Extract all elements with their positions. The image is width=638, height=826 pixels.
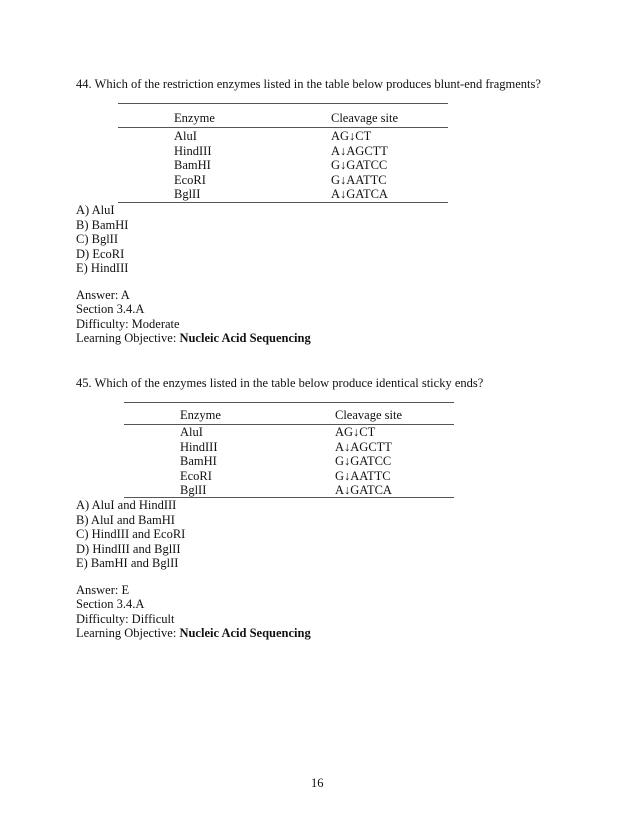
table-44-header-site: Cleavage site [331, 111, 398, 125]
option-a: A) AluI [76, 203, 115, 217]
question-45-text: 45. Which of the enzymes listed in the table below produce identical sticky ends? [76, 376, 484, 390]
table-44-enzyme: BamHI [174, 158, 211, 172]
page-number: 16 [311, 776, 324, 790]
answer-45: Answer: E [76, 583, 130, 597]
table-45-enzyme: BglII [180, 483, 207, 497]
learning-objective-value: Nucleic Acid Sequencing [179, 331, 311, 345]
table-45-site: G↓AATTC [335, 469, 391, 483]
table-45-header-site: Cleavage site [335, 408, 402, 422]
table-44-top-rule [118, 103, 448, 104]
learning-objective-label: Learning Objective: [76, 331, 180, 345]
section-44: Section 3.4.A [76, 302, 145, 316]
table-44-site: A↓AGCTT [331, 144, 388, 158]
table-44-site: AG↓CT [331, 129, 372, 143]
option-b: B) BamHI [76, 218, 129, 232]
option-e: E) BamHI and BglII [76, 556, 179, 570]
option-d: D) HindIII and BglII [76, 542, 181, 556]
learning-objective-value: Nucleic Acid Sequencing [179, 626, 311, 640]
table-45-site: A↓AGCTT [335, 440, 392, 454]
table-45-site: G↓GATCC [335, 454, 392, 468]
difficulty-45: Difficulty: Difficult [76, 612, 175, 626]
table-44-enzyme: BglII [174, 187, 201, 201]
option-a: A) AluI and HindIII [76, 498, 177, 512]
table-45-site: AG↓CT [335, 425, 376, 439]
table-45-top-rule [124, 402, 454, 403]
difficulty-44: Difficulty: Moderate [76, 317, 180, 331]
table-45-enzyme: BamHI [180, 454, 217, 468]
learning-objective-label: Learning Objective: [76, 626, 180, 640]
section-45: Section 3.4.A [76, 597, 145, 611]
table-44-site: A↓GATCA [331, 187, 388, 201]
table-45-enzyme: EcoRI [180, 469, 212, 483]
table-44-enzyme: EcoRI [174, 173, 206, 187]
table-44-header-rule [118, 127, 448, 128]
table-45-enzyme: AluI [180, 425, 203, 439]
table-45-header-enzyme: Enzyme [180, 408, 221, 422]
learning-objective-44 [76, 331, 311, 346]
table-44-site: G↓AATTC [331, 173, 387, 187]
option-b: B) AluI and BamHI [76, 513, 175, 527]
table-45-header-rule [124, 424, 454, 425]
table-44-header-enzyme: Enzyme [174, 111, 215, 125]
option-c: C) HindIII and EcoRI [76, 527, 186, 541]
option-c: C) BglII [76, 232, 119, 246]
table-44-site: G↓GATCC [331, 158, 388, 172]
table-45-enzyme: HindIII [180, 440, 218, 454]
learning-objective-45 [76, 626, 311, 641]
question-44-text: 44. Which of the restriction enzymes listed in the table below produces blunt-end fragments? [76, 77, 541, 91]
table-44-enzyme: HindIII [174, 144, 212, 158]
table-44-enzyme: AluI [174, 129, 197, 143]
table-45-site: A↓GATCA [335, 483, 392, 497]
option-d: D) EcoRI [76, 247, 125, 261]
table-44-bottom-rule [118, 202, 448, 203]
option-e: E) HindIII [76, 261, 129, 275]
answer-44: Answer: A [76, 288, 130, 302]
